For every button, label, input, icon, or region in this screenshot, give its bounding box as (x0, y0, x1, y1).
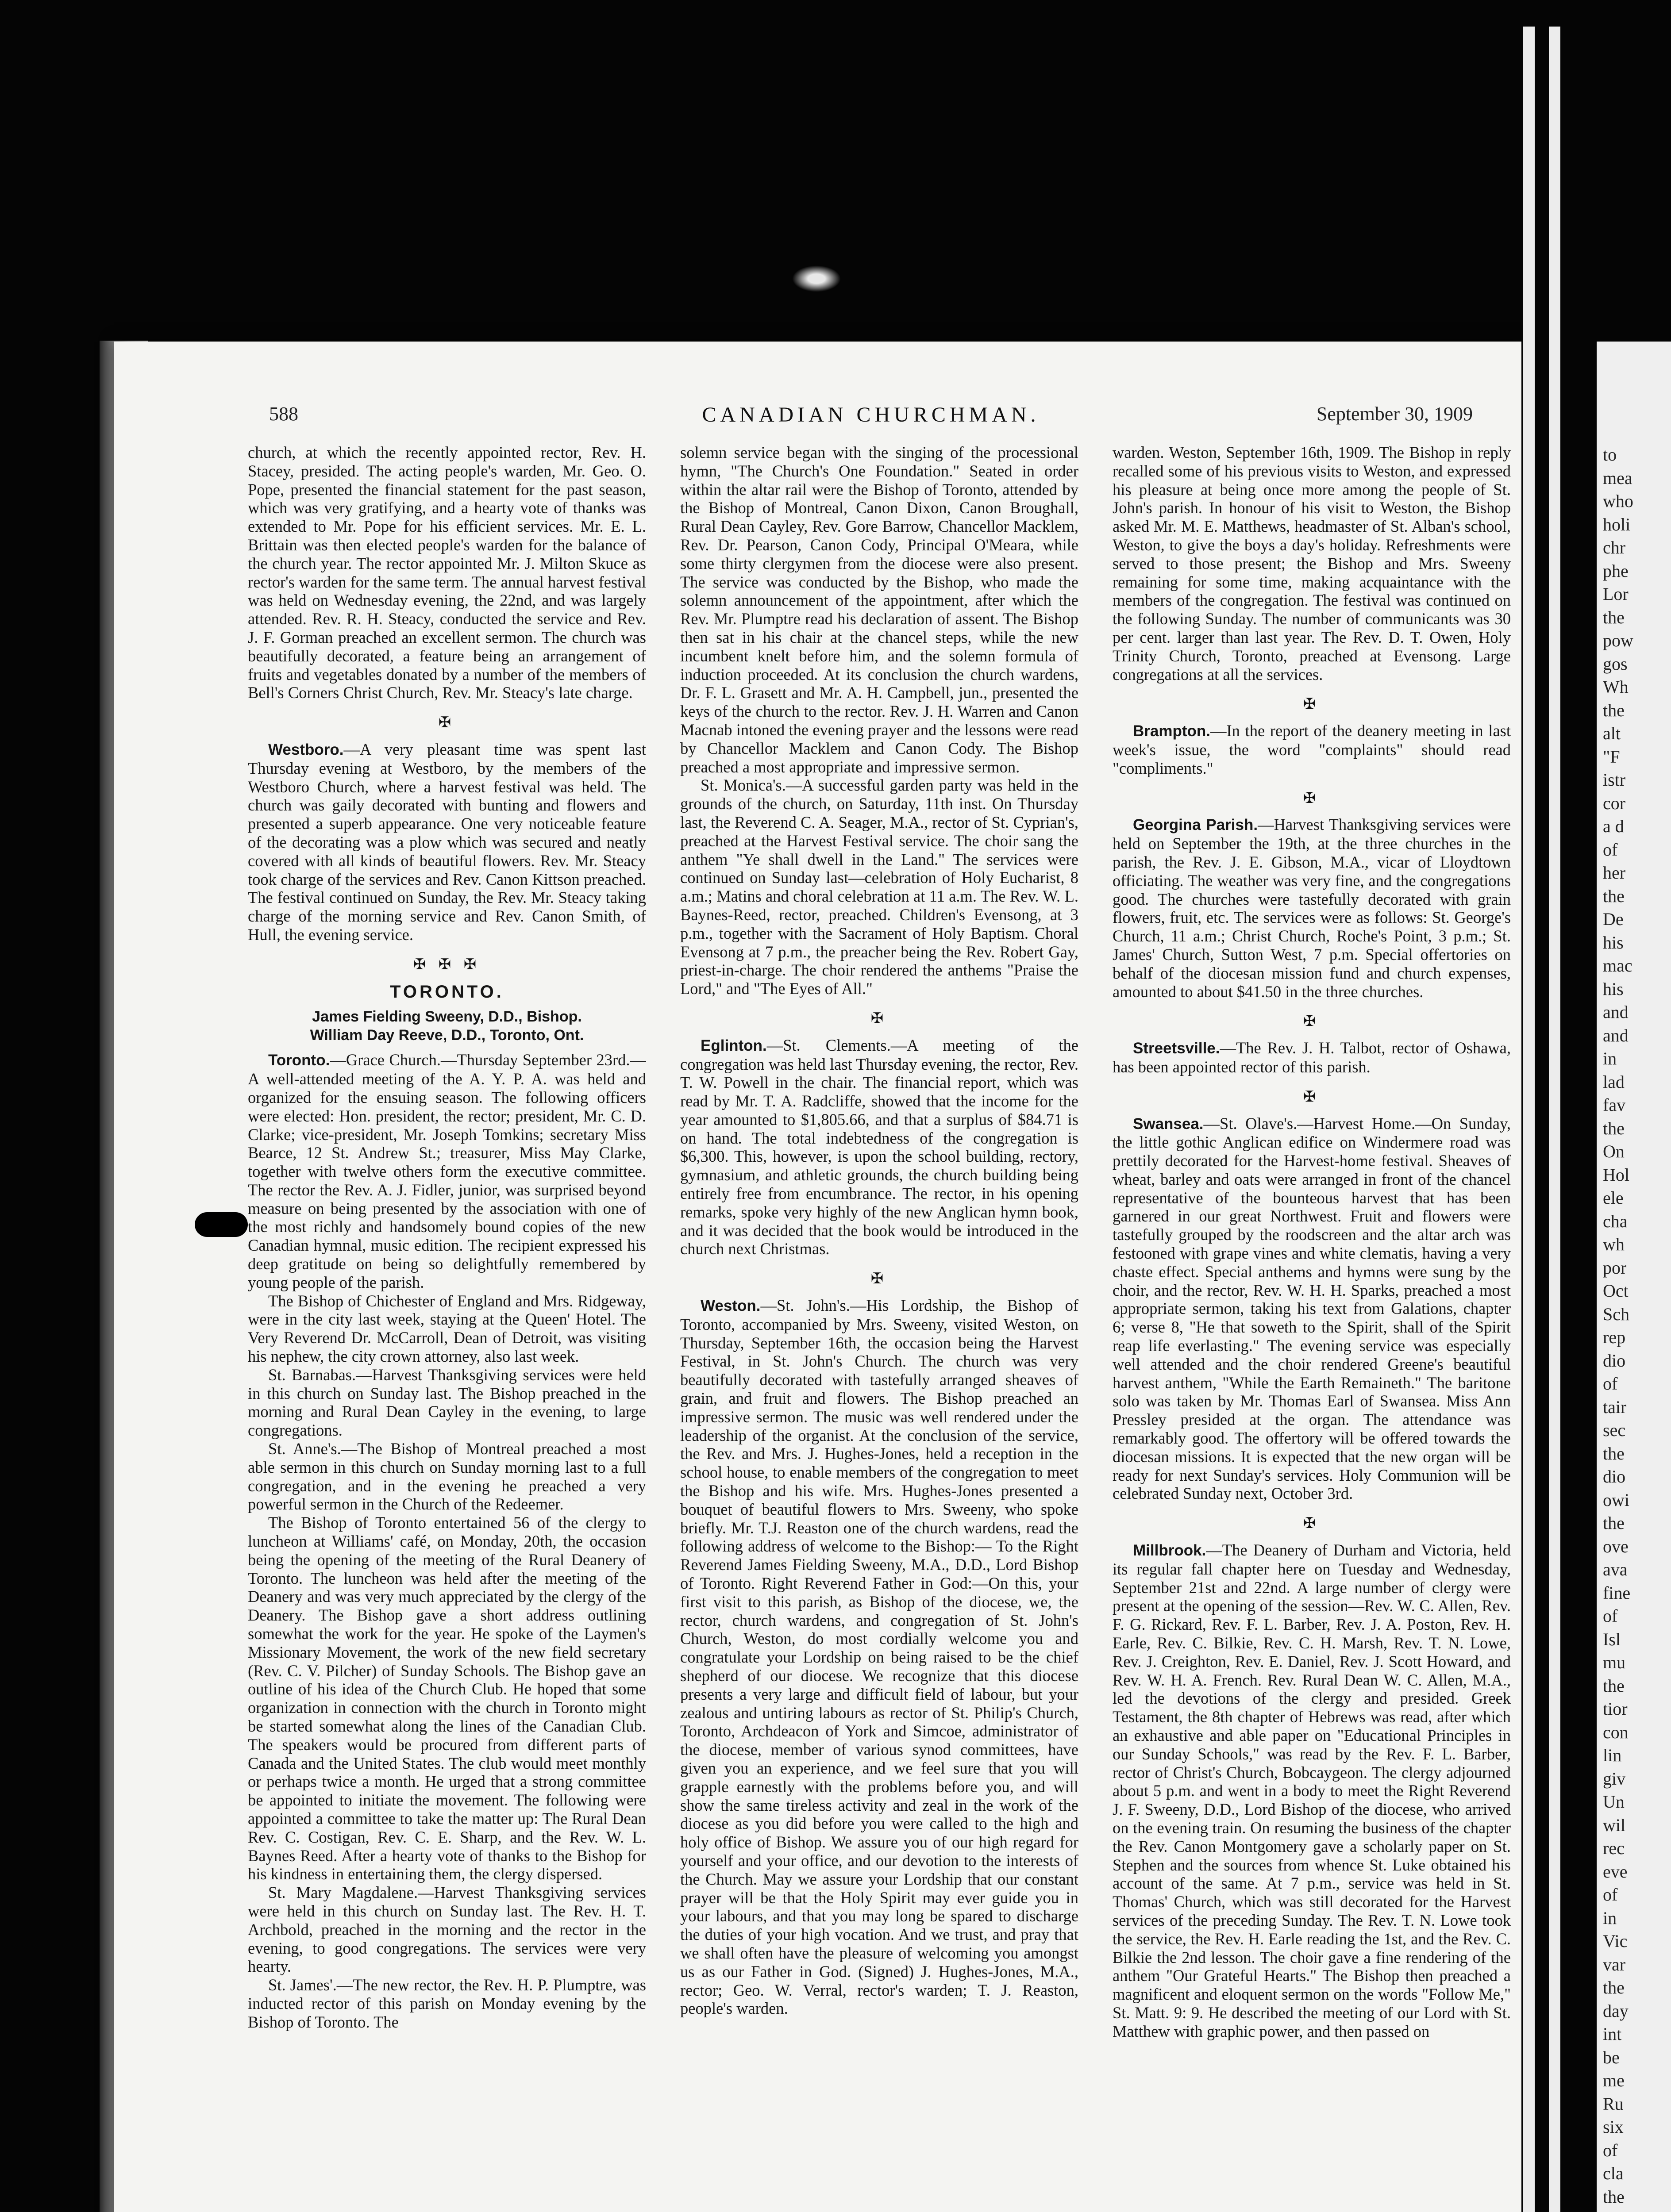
neighbor-line-fragment: the (1603, 1118, 1625, 1138)
news-item-body: —Grace Church.—Thursday September 23rd.—A well-attended meeting of the A. Y. P. A. was held and organized for the ensuing season. The following officers were elected: Hon. president, the rector; president, Mr. C. D. Clarke; vice-president, Mr. Joseph Tomkins; secretary Miss Bearce, 12 St. Andrew St.; treasurer, Miss May Clarke, together with twelve others form the executive committee. The rector the Rev. A. J. Fidler, junior, was surprised beyond measure on being presented by the association with one of the most richly and handsomely bound copies of the new Canadian hymnal, music edition. The recipient expressed his deep gratitude on being so delightfully remembered by young people of the parish. (248, 1051, 646, 1291)
neighbor-line-fragment: day (1603, 2001, 1629, 2021)
diocese-heading: TORONTO. (390, 982, 504, 1002)
neighbor-line-fragment: eve (1603, 1861, 1628, 1882)
section-separator-glyph: ✠ ✠ ✠ (413, 956, 481, 973)
news-item-body: —The Rev. J. H. Talbot, rector of Oshawa, has been appointed rector of this parish. (1113, 1039, 1511, 1076)
neighbor-line-fragment: six (1603, 2117, 1624, 2137)
neighbor-line-fragment: alt (1603, 723, 1621, 743)
news-paragraph: St. Barnabas.—Harvest Thanksgiving services were held in this church on Sunday last. The Bishop preached in the morning and Rural Dean Cayley in the evening, to large congregations. (248, 1365, 646, 1440)
news-item-paragraph (1113, 722, 1511, 777)
neighbor-line-fragment: fav (1603, 1095, 1626, 1115)
neighbor-line-fragment: Un (1603, 1792, 1625, 1812)
neighbor-line-fragment (1603, 2208, 1671, 2212)
news-item-body: —St. John's.—His Lordship, the Bishop of Toronto, accompanied by Mrs. Sweeny, visited Weston, on Thursday, September 16th, the occasion being the Harvest Festival, in St. John's Church. The church was very beautifully decorated with tastefully arranged sheaves of grain, and fruit and flowers. The Bishop preached an impressive sermon. The music was well rendered under the leadership of the organist. At the conclusion of the service, the Rev. and Mrs. J. Hughes-Jones, held a reception in the school house, to enable members of the congregation to meet the Bishop and his wife. Mrs. Hughes-Jones presented a bouquet of beautiful flowers to Mrs. Sweeny, who spoke briefly. Mr. T.J. Reaston one of the church wardens, read the following address of welcome to the Bishop:— To the Right Reverend James Fielding Sweeny, M.A., D.D., Lord Bishop of Toronto. Right Reverend Father in God:—On this, your first visit to this parish, as Bishop of the diocese, we, the rector, church wardens, and congregation of St. John's Church, Weston, do most cordially welcome you and congratulate your Lordship on being raised to be the chief shepherd of our diocese. We recognize that this diocese presents a very large and difficult field of labour, but your zealous and untiring labours as rector of St. Philip's Church, Toronto, Archdeacon of York and Simcoe, administrator of the diocese, member of various synod committees, have given you an experience, and we feel sure that you will grapple earnestly with the problems before you, and will show the same tireless activity and zeal in the work of the diocese as you did before you were called to the high and holy office of Bishop. We assure you of our high regard for yourself and your office, and our devotion to the interests of the Church. May we assure your Lordship that our constant prayer will be that the Holy Spirit may ever guide you in your labours, and that you may long be spared to discharge the duties of your high vocation. And we trust, and pray that we shall often have the pleasure of welcoming you amongst us as our Father in God. (Signed) J. Hughes-Jones, M.A., rector; Geo. W. Verral, rector's warden; T. J. Reaston, people's warden. (680, 1296, 1078, 2018)
place-name-lead: Westboro. (268, 741, 344, 758)
section-separator-glyph: ✠ (1303, 1013, 1321, 1030)
neighbor-line-fragment: lad (1603, 1071, 1625, 1092)
neighbor-line-fragment: of (1603, 1885, 1618, 1905)
news-item-body: —A very pleasant time was spent last Thursday evening at Westboro, by the members of the Westboro Church, where a harvest festival was held. The church was gaily decorated with bunting and flowers and presented a superb appearance. One very noticeable feature of the decorating was a plow which was secured and neatly covered with all kinds of beautiful flowers. Rev. Mr. Steacy took charge of the services and Rev. Canon Kittson preached. The festival continued on Sunday, the Rev. Mr. Steacy taking charge of the morning service and Rev. Canon Smith, of Hull, the evening service. (248, 740, 646, 944)
neighbor-line-fragment: ava (1603, 1559, 1628, 1579)
neighbor-line-fragment: Hol (1603, 1164, 1629, 1185)
page-header (269, 403, 1473, 434)
neighbor-line-fragment: and (1603, 1025, 1629, 1045)
neighbor-line-fragment: a d (1603, 816, 1624, 836)
news-paragraph: The Bishop of Chichester of England and Mrs. Ridgeway, were in the city last week, staying at the Queen' Hotel. The Very Reverend Dr. McCarroll, Dean of Detroit, was visiting his nephew, the city crown attorney, also last week. (248, 1291, 646, 1366)
neighbor-line-fragment: the (1603, 1675, 1625, 1696)
page-number: 588 (269, 403, 298, 425)
issue-date: September 30, 1909 (1316, 403, 1473, 425)
neighbor-line-fragment: mea (1603, 468, 1632, 488)
neighbor-line-fragment: gos (1603, 653, 1628, 674)
neighbor-line-fragment: the (1603, 607, 1625, 627)
news-paragraph: St. Anne's.—The Bishop of Montreal preached a most able sermon in this church on Sunday morning last to a full congregation, and in the evening he preached a very powerful sermon in the Church of the Redeemer. (248, 1440, 646, 1513)
newspaper-page (114, 342, 1521, 2212)
neighbor-line-fragment: lin (1603, 1745, 1622, 1765)
neighbor-line-fragment: holi (1603, 514, 1631, 534)
news-item-paragraph (680, 1296, 1078, 2018)
neighbor-line-fragment: Vic (1603, 1931, 1628, 1951)
neighbor-line-fragment: in (1603, 1908, 1617, 1928)
section-separator-glyph: ✠ (1303, 696, 1321, 713)
neighbor-line-fragment: Wh (1603, 677, 1629, 697)
neighbor-line-fragment: Oct (1603, 1281, 1629, 1301)
neighbor-line-fragment: of (1603, 839, 1618, 860)
news-item-paragraph (680, 1036, 1078, 1259)
news-item-paragraph (1113, 815, 1511, 1001)
neighbor-line-fragment: On (1603, 1141, 1625, 1161)
neighbor-line-fragment: mu (1603, 1652, 1626, 1672)
neighbor-line-fragment: of (1603, 1606, 1618, 1626)
place-name-lead: Weston. (701, 1297, 761, 1315)
neighbor-line-fragment: giv (1603, 1768, 1626, 1789)
neighbor-line-fragment: owi (1603, 1490, 1629, 1510)
neighbor-line-fragment: wil (1603, 1815, 1626, 1835)
neighbor-line-fragment: fine (1603, 1582, 1631, 1603)
news-item-body: —Harvest Thanksgiving services were held on September the 19th, at the three churches in the parish, the Rev. J. E. Gibson, M.A., vicar of Lloydtown officiating. The weather was very fine, and the congregations good. The churches were tastefully decorated with grain flowers, fruit, etc. The services were as follows: St. George's Church, 11 a.m.; Christ Church, Roche's Point, 3 p.m.; St. James' Church, Sutton West, 7 p.m. Special offertories on behalf of the diocesan mission fund and church expenses, amounted to about $41.50 in the three churches. (1113, 815, 1511, 1001)
neighbor-line-fragment: tair (1603, 1397, 1627, 1417)
place-name-lead: Eglinton. (701, 1037, 767, 1054)
neighbor-line-fragment: dio (1603, 1350, 1626, 1371)
neighbor-line-fragment: "F (1603, 746, 1620, 767)
neighbor-line-fragment: the (1603, 700, 1625, 720)
neighbor-line-fragment: Ru (1603, 2093, 1624, 2114)
neighbor-line-fragment: var (1603, 1954, 1626, 1974)
section-separator-glyph: ✠ (1303, 1088, 1321, 1105)
neighbor-line-fragment: istr (1603, 770, 1626, 790)
news-paragraph: solemn service began with the singing of the processional hymn, "The Church's One Foundation." Seated in order within the altar rail were the Bishop of Toronto, attended by the Bishop of Montreal, Canon Dixon, Canon Broughall, Rural Dean Cayley, Rev. Gore Barrow, Chancellor Macklem, Rev. Dr. Pearson, Canon Cody, Principal O'Meara, while some thirty clergymen from the diocese were also present. The service was conducted by the Bishop, who made the solemn announcement of the appointment, after which the Rev. Mr. Plumptre read his declaration of assent. The Bishop then sat in his chair at the chancel steps, while the new incumbent knelt before him, and the solemn formula of induction proceeded. At its conclusion the church wardens, Dr. F. L. Grasett and Mr. A. H. Campbell, jun., presented the keys of the church to the rector. Rev. J. H. Warren and Canon Macnab intoned the evening prayer and the lessons were read by Chancellor Macklem and Canon Cody. The Bishop preached a most appropriate and impressive sermon. (680, 443, 1078, 776)
neighbor-line-fragment: who (1603, 491, 1633, 511)
neighbor-line-fragment: dio (1603, 1467, 1626, 1486)
neighbor-line-fragment: rec (1603, 1838, 1625, 1858)
masthead-title: CANADIAN CHURCHMAN. (702, 403, 1040, 426)
news-item-paragraph (248, 740, 646, 944)
neighbor-line-fragment: Isl (1603, 1629, 1621, 1649)
neighbor-page-edge (1597, 342, 1671, 2212)
place-name-lead: Toronto. (268, 1052, 330, 1069)
neighbor-line-fragment: ele (1603, 1188, 1624, 1208)
neighbor-line-fragment: her (1603, 863, 1626, 883)
neighbor-line-fragment: his (1603, 979, 1624, 999)
neighbor-line-fragment: of (1603, 1374, 1618, 1394)
place-name-lead: Swansea. (1133, 1115, 1204, 1133)
place-name-lead: Brampton. (1133, 722, 1210, 740)
news-item-body: —St. Olave's.—Harvest Home.—On Sunday, the little gothic Anglican edifice on Windermere road was prettily decorated for the Harvest-home festival. Sheaves of wheat, barley and oats were arranged in front of the chancel representative of the bounteous harvest that has been garnered in our great Northwest. Fruit and flowers were tastefully grouped by the roodscreen and the altar arch was festooned with grape vines and white clematis, having a very chaste effect. Special anthems and hymns were sung by the choir, and the rector, Rev. W. H. H. Sparks, preached a most appropriate sermon, taking his text from Galations, chapter 6; verse 8, "He that soweth to the Spirit, shall of the Spirit reap life everlasting." The evening service was especially well attended and the choir rendered Greene's beautiful harvest anthem, "While the Earth Remaineth." The baritone solo was taken by Mr. Thomas Earl of Swansea. Miss Ann Pressley presided at the organ. The attendance was remarkably good. The offertory will be offered towards the diocesan missions. It is expected that the new organ will be ready for next Sunday's services. Holy Communion will be celebrated Sunday next, October 3rd. (1113, 1114, 1511, 1503)
paper-tear-mark (792, 265, 841, 292)
neighbor-line-fragment: in (1603, 1048, 1617, 1068)
news-paragraph: St. James'.—The new rector, the Rev. H. P. Plumptre, was inducted rector of this parish on Monday evening by the Bishop of Toronto. The (248, 1976, 646, 2031)
neighbor-line-fragment: por (1603, 1257, 1627, 1278)
text-column-1 (248, 443, 646, 2212)
binding-strip-left (1523, 27, 1535, 2212)
neighbor-line-fragment: con (1603, 1722, 1629, 1742)
news-item-paragraph (248, 1051, 646, 1291)
news-item-paragraph (1113, 1114, 1511, 1503)
news-item-body: —St. Clements.—A meeting of the congregation was held last Thursday evening, the rector, Rev. T. W. Powell in the chair. The financial report, which was read by Mr. T. A. Radcliffe, showed that the income for the year amounted to $1,805.66, and that a surplus of $84.71 is on hand. The total indebtedness of the congregation is $6,300. This, however, is upon the school building, rectory, gymnasium, and athletic grounds, the church building being entirely free from encumbrance. The rector, in his opening remarks, spoke very highly of the new Anglican hymn book, and it was decided that the book would be introduced in the church next Christmas. (680, 1036, 1078, 1258)
neighbor-line-fragment: Sch (1603, 1304, 1629, 1324)
neighbor-line-fragment: the (1603, 886, 1625, 906)
neighbor-line-fragment: pow (1603, 630, 1633, 650)
neighbor-line-fragment: cla (1603, 2163, 1624, 2183)
ink-blot-mark (195, 1212, 248, 1237)
text-column-3 (1113, 443, 1511, 2212)
neighbor-line-fragment: rep (1603, 1327, 1626, 1347)
place-name-lead: Millbrook. (1133, 1542, 1206, 1559)
neighbor-line-fragment: mac (1603, 956, 1632, 975)
neighbor-line-fragment: De (1603, 909, 1624, 929)
news-paragraph: warden. Weston, September 16th, 1909. The Bishop in reply recalled some of his previous visits to Weston, and expressed his pleasure at being once more among the people of St. John's parish. In honour of his visit to Weston, the Bishop asked Mr. M. E. Matthews, headmaster of St. Alban's school, Weston, to give the boys a day's holiday. Refreshments were served to those present; the Bishop and Mrs. Sweeny remaining for some time, making acquaintance with the members of the congregation. The festival was continued on the following Sunday. The number of communicants was 30 per cent. larger than last year. The Rev. D. T. Owen, Holy Trinity Church, Toronto, preached at Evensong. Large congregations at all the services. (1113, 443, 1511, 684)
section-separator-glyph: ✠ (1303, 790, 1321, 806)
place-name-lead: Streetsville. (1133, 1040, 1220, 1057)
binding-strip-right (1549, 27, 1560, 2212)
news-item-paragraph (1113, 1541, 1511, 2041)
neighbor-line-fragment: tior (1603, 1699, 1628, 1719)
news-paragraph: church, at which the recently appointed rector, Rev. H. Stacey, presided. The acting people's warden, Mr. Geo. O. Pope, presented the financial statement for the past season, which was very gratifying, and a hearty vote of thanks was extended to Mr. Pope for his efficient services. Mr. E. L. Brittain was then elected people's warden for the balance of the church year. The rector appointed Mr. J. Milton Skuce as rector's warden for the same term. The annual harvest festival was held on Wednesday evening, the 22nd, and was largely attended. Rev. R. H. Steacy, conducted the service and Rev. J. F. Gorman preached an excellent sermon. The church was beautifully decorated, a feature being an arrangement of fruits and vegetables donated by a number of the members of Bell's Corners Christ Church, Rev. Mr. Steacy's late charge. (248, 443, 646, 702)
neighbor-line-fragment: the (1603, 1443, 1625, 1463)
neighbor-line-fragment: the (1603, 2186, 1625, 2207)
bishops-subheading: James Fielding Sweeny, D.D., Bishop. William Day Reeve, D.D., Toronto, Ont. (310, 1008, 584, 1044)
news-item-body: —The Deanery of Durham and Victoria, held its regular fall chapter here on Tuesday and Wednesday, September 21st and 22nd. A large number of clergy were present at the opening of the session—Rev. W. C. Allen, Rev. F. G. Rickard, Rev. F. L. Barber, Rev. J. A. Poston, Rev. H. Earle, Rev. C. Bilkie, Rev. C. H. Marsh, Rev. T. N. Lowe, Rev. J. Creighton, Rev. E. Daniel, Rev. J. Scott Howard, and Rev. W. H. A. French. Rev. Rural Dean W. C. Allen, M.A., led the devotions of the clergy and presided. Greek Testament, the 8th chapter of Hebrews was read, after which an exhaustive and able paper on "Educational Principles in our Sunday Schools," was read by the Rev. F. L. Barber, rector of Christ's Church, Bobcaygeon. The clergy adjourned about 5 p.m. and went in a body to meet the Right Reverend J. F. Sweeny, D.D., Lord Bishop of the diocese, who arrived on the evening train. On resuming the business of the chapter the Rev. Canon Montgomery gave a scholarly paper on St. Stephen and the sources from whence St. Luke obtained his account of the same. At 7 p.m., service was held in St. Thomas' Church, which was still decorated for the Harvest services of the preceding Sunday. The Rev. T. N. Lowe took the service, the Rev. H. Earle reading the 1st, and the Rev. C. Bilkie the 2nd lesson. The choir gave a fine rendering of the anthem "Our Grateful Hearts." The Bishop then preached a magnificent and eloquent sermon on the words "Follow Me," St. Matt. 9: 9. He described the meeting of our Lord with St. Matthew with graphic power, and then passed on (1113, 1541, 1511, 2040)
neighbor-line-fragment: me (1603, 2070, 1625, 2090)
neighbor-line-fragment: his (1603, 932, 1624, 952)
neighbor-line-fragment: wh (1603, 1234, 1625, 1254)
news-paragraph: St. Monica's.—A successful garden party was held in the grounds of the church, on Saturday, 11th inst. On Thursday last, the Reverend C. A. Seager, M.A., rector of St. Cyprian's, preached at the Harvest Festival service. The choir sang the anthem "Ye shall dwell in the Land." The services were continued on Sunday last—celebration of Holy Eucharist, 8 a.m.; Matins and choral celebration at 11 a.m. The Rev. W. L. Baynes-Reed, rector, preached. Children's Evensong, at 3 p.m., together with the Sacrament of Holy Baptism. Choral Evensong at 7 p.m., the preacher being the Rev. Robert Gay, priest-in-charge. The choir rendered the anthems "Praise the Lord," and "The Eyes of All." (680, 776, 1078, 998)
neighbor-line-fragment: of (1603, 2140, 1618, 2160)
news-item-body: —In the report of the deanery meeting in last week's issue, the word "complaints" should read "compliments." (1113, 722, 1511, 777)
neighbor-line-fragment: int (1603, 2024, 1622, 2044)
section-separator-glyph: ✠ (438, 714, 456, 731)
news-paragraph: St. Mary Magdalene.—Harvest Thanksgiving services were held in this church on Sunday last. The Rev. H. T. Archbold, preached in the morning and the rector in the evening, to good congregations. The services were very hearty. (248, 1883, 646, 1976)
section-separator-glyph: ✠ (1303, 1515, 1321, 1532)
place-name-lead: Georgina Parish. (1133, 816, 1258, 834)
neighbor-line-fragment: sec (1603, 1420, 1626, 1440)
neighbor-line-fragment: cha (1603, 1211, 1628, 1231)
section-separator-glyph: ✠ (870, 1010, 888, 1027)
text-column-2 (680, 443, 1078, 2212)
section-separator-glyph: ✠ (870, 1271, 888, 1287)
news-item-paragraph (1113, 1039, 1511, 1076)
neighbor-line-fragment: Lor (1603, 584, 1629, 604)
news-paragraph: The Bishop of Toronto entertained 56 of the clergy to luncheon at Williams' café, on Monday, 20th, the occasion being the opening of the meeting of the Rural Deanery of Toronto. The luncheon was held after the meeting of the Deanery and was very much appreciated by the clergy of the Deanery. The Bishop gave a short address outlining somewhat the work for the year. He spoke of the Laymen's Missionary Movement, the work of the new field secretary (Rev. C. V. Pilcher) of Sunday Schools. The Bishop gave an outline of his idea of the Church Club. He hoped that some organization in connection with the church in Toronto might be started somewhat along the lines of the Canadian Club. The speakers would be procured from different parts of Canada and the United States. The club would meet monthly or perhaps twice a month. He urged that a strong committee be appointed to initiate the movement. The following were appointed a committee to take the matter up: The Rural Dean Rev. C. Costigan, Rev. C. E. Sharp, and the Rev. W. L. Baynes Reed. After a hearty vote of thanks to the Bishop for his kindness in entertaining them, the clergy dispersed. (248, 1513, 646, 1883)
neighbor-line-fragment: cor (1603, 793, 1626, 813)
neighbor-line-fragment: the (1603, 1513, 1625, 1533)
neighbor-line-fragment: to (1603, 445, 1617, 465)
neighbor-line-fragment: the (1603, 1978, 1625, 1997)
neighbor-line-fragment: chr (1603, 538, 1626, 557)
neighbor-line-fragment: phe (1603, 561, 1629, 581)
neighbor-line-fragment: and (1603, 1002, 1629, 1022)
neighbor-line-fragment: ove (1603, 1536, 1629, 1556)
neighbor-line-fragment: be (1603, 2047, 1620, 2067)
